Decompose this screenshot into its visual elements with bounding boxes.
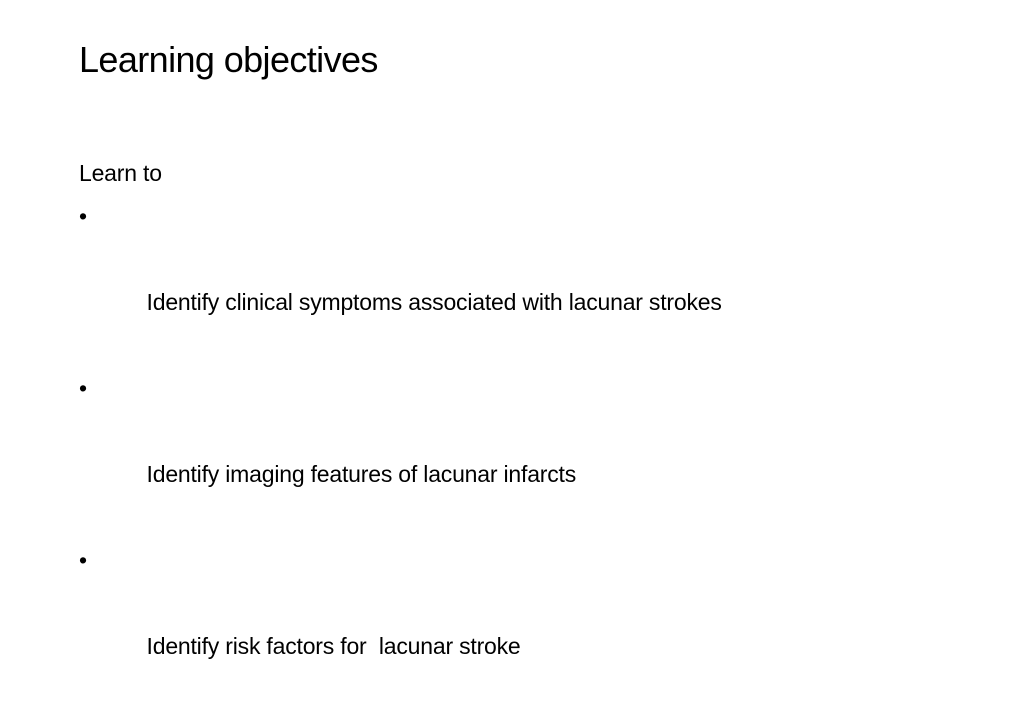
bullet-icon: • — [79, 203, 87, 229]
list-item — [79, 367, 979, 539]
slide-body — [79, 152, 979, 711]
list-item — [79, 195, 979, 367]
intro-text: Learn to — [79, 160, 162, 186]
bullet-icon: • — [79, 547, 87, 573]
bullet-text: Identify clinical symptoms associated with lacunar strokes — [146, 289, 722, 315]
bullet-list — [79, 195, 979, 711]
slide-title: Learning objectives — [79, 39, 378, 80]
bullet-text: Identify imaging features of lacunar infarcts — [146, 461, 577, 487]
bullet-icon: • — [79, 375, 87, 401]
list-item — [79, 539, 979, 711]
bullet-text: Identify risk factors for lacunar stroke — [146, 633, 521, 659]
